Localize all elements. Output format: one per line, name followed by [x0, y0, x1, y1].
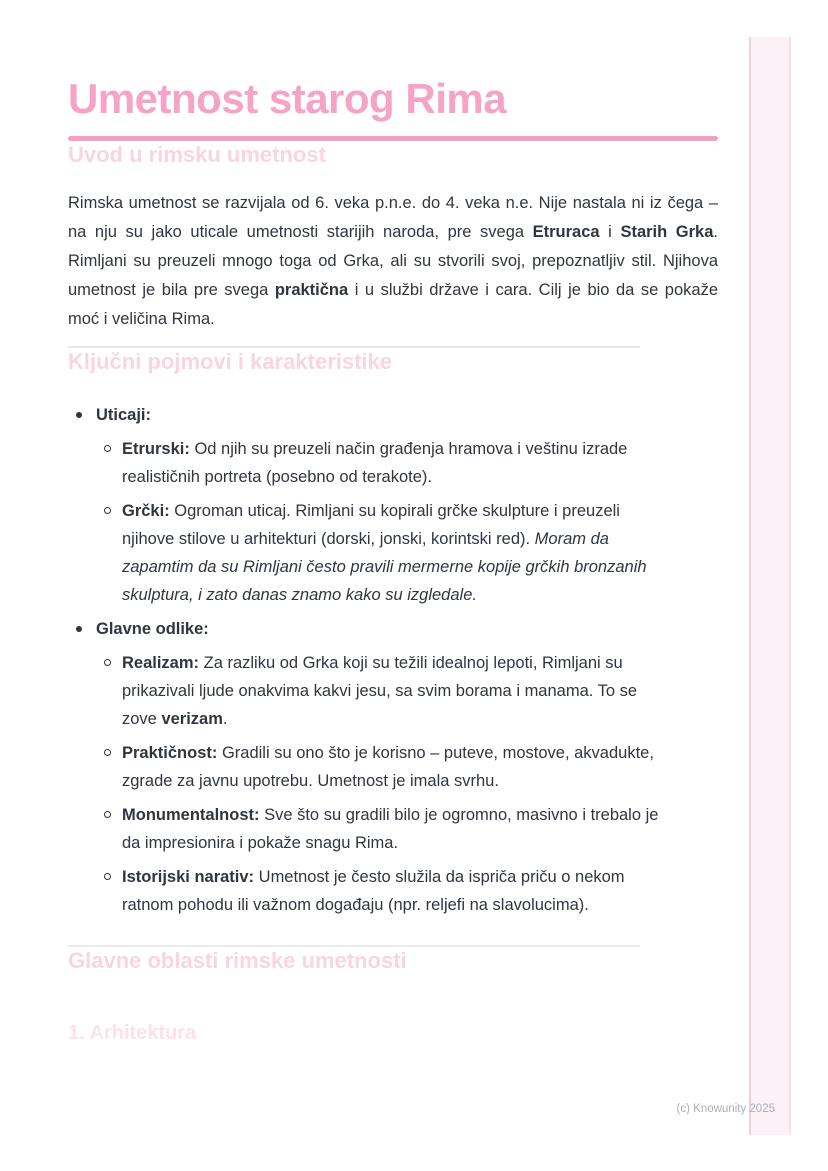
list-item	[96, 801, 662, 857]
sublist	[96, 649, 718, 919]
bullet-circle-icon	[104, 445, 111, 452]
bullet-circle-icon	[104, 659, 111, 666]
page-edge-strip	[749, 37, 791, 1135]
footer-credit: (c) Knowunity 2025	[676, 1103, 775, 1115]
intro-paragraph: Rimska umetnost se razvijala od 6. veka p.n.e. do 4. veka n.e. Nije nastala ni iz čega – na nju su jako uticale umetnosti starijih naroda, pre svega Etruraca i Starih Grka. Rimljani su preuzeli mnogo toga od Grka, ali su stvorili svoj, prepoznatljiv stil. Njihova umetnost je bila pre svega praktična i u službi države i cara. Cilj je bio da se pokaže moć i veličina Rima.	[68, 194, 718, 328]
bullet-dot-icon	[76, 412, 82, 418]
section-heading-areas: Glavne oblasti rimske umetnosti	[68, 948, 407, 973]
list-item-text: Uticaji:	[96, 406, 152, 424]
bullet-circle-icon	[104, 749, 111, 756]
document-content	[68, 75, 718, 1046]
section-heading-key-concepts: Ključni pojmovi i karakteristike	[68, 349, 393, 374]
list-item	[96, 739, 662, 795]
list-item-text: Etrurski: Od njih su preuzeli način građenja hramova i veštinu izrade realističnih portreta (posebno od terakote).	[122, 440, 628, 486]
bullet-circle-icon	[104, 873, 111, 880]
section-heading-intro: Uvod u rimsku umetnost	[68, 142, 326, 167]
list-item	[68, 401, 718, 609]
list-item-text: Realizam: Za razliku od Grka koji su težili idealnoj lepoti, Rimljani su prikazivali ljude onakvima kakvi jesu, sa svim borama i manama. To se zove verizam.	[122, 654, 638, 728]
list-item-text: Monumentalnost: Sve što su gradili bilo je ogromno, masivno i trebalo je da impresionira i pokaže snagu Rima.	[122, 806, 659, 852]
page-title: Umetnost starog Rima	[68, 75, 507, 122]
list-item	[96, 863, 662, 919]
list-item	[96, 435, 662, 491]
list-item-text: Grčki: Ogroman uticaj. Rimljani su kopirali grčke skulpture i preuzeli njihove stilove u arhitekturi (dorski, jonski, korintski red). Moram da zapamtim da su Rimljani često pravili mermerne kopije grčkih bronzanih skulptura, i zato danas znamo kako su izgledale.	[122, 502, 647, 604]
subsection-heading-architecture: 1. Arhitektura	[68, 1022, 197, 1044]
list-item	[96, 649, 662, 733]
list-item-text: Glavne odlike:	[96, 620, 209, 638]
list-item-text: Istorijski narativ: Umetnost je često služila da ispriča priču o nekom ratnom pohodu ili važnom događaju (npr. reljefi na slavolucima).	[122, 868, 625, 914]
bullet-circle-icon	[104, 811, 111, 818]
bullet-circle-icon	[104, 507, 111, 514]
list-item	[96, 497, 662, 609]
key-concepts-list	[68, 401, 718, 919]
bullet-dot-icon	[76, 626, 82, 632]
sublist	[96, 435, 718, 609]
list-item-text: Praktičnost: Gradili su ono što je korisno – puteve, mostove, akvadukte, zgrade za javnu upotrebu. Umetnost je imala svrhu.	[122, 744, 654, 790]
list-item	[68, 615, 718, 919]
